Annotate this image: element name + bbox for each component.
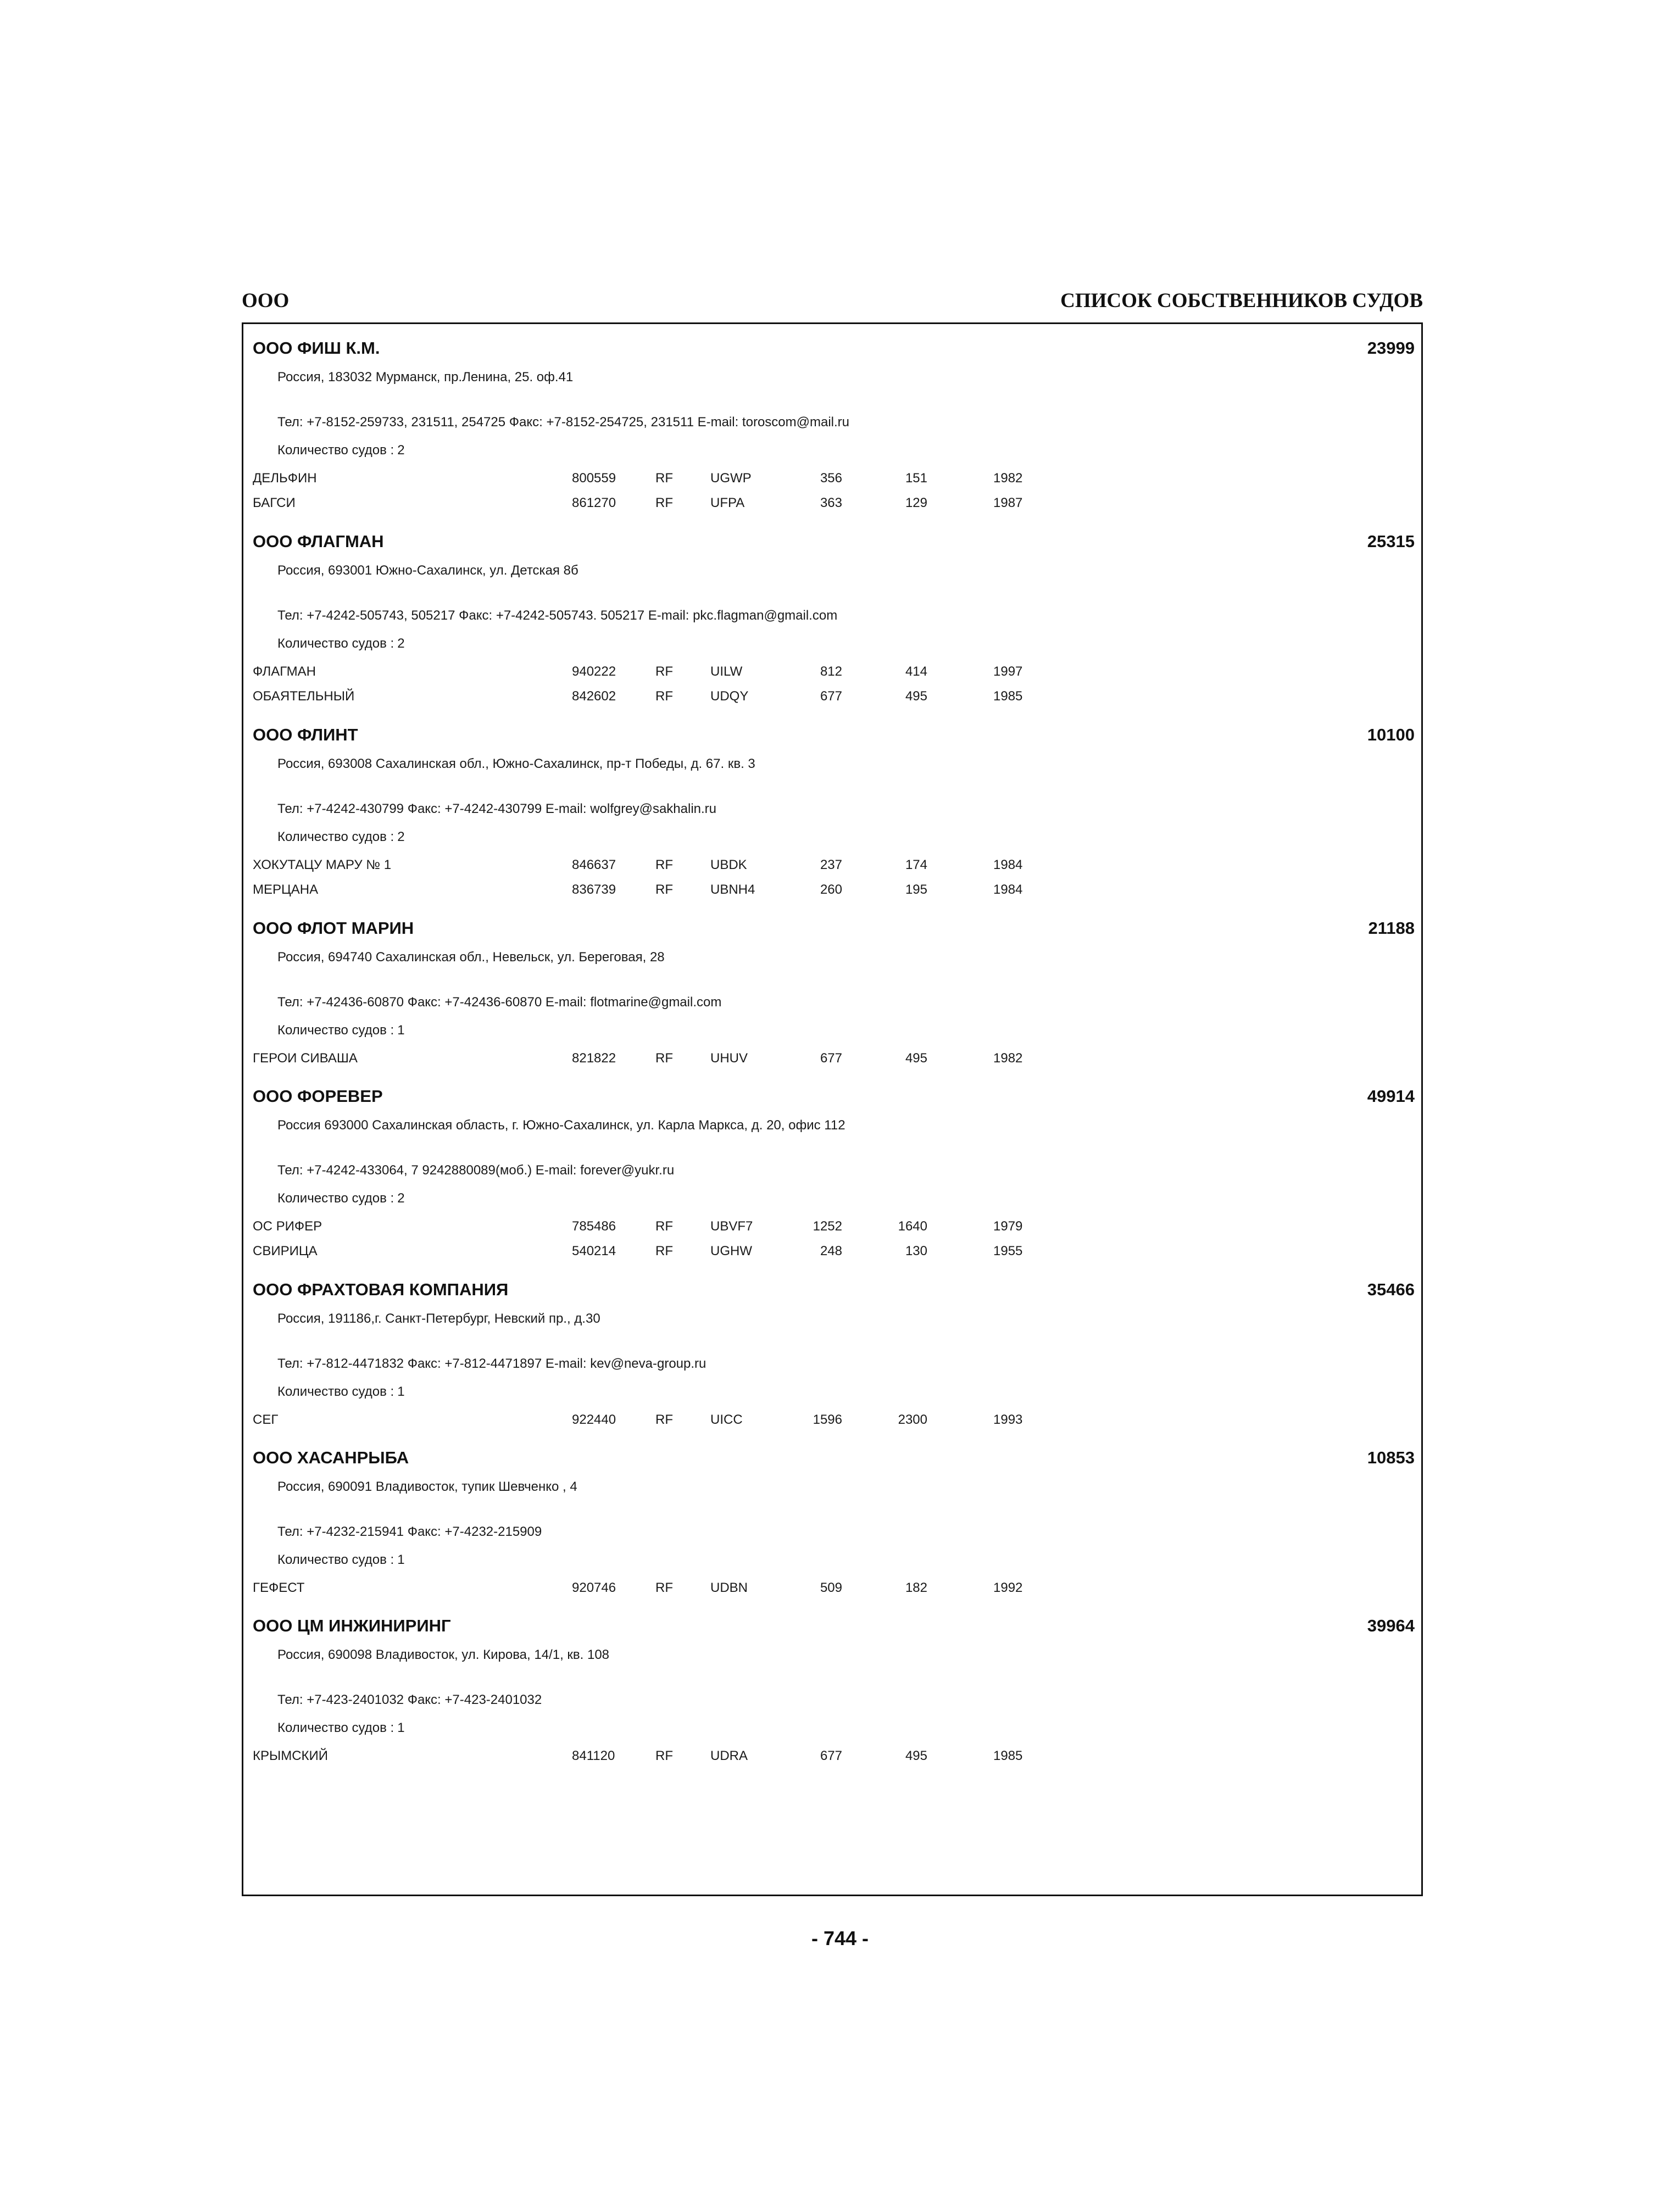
vessel-build-year: 1979 (993, 1219, 1023, 1234)
vessel-gross-tonnage: 677 (820, 1748, 842, 1763)
vessel-count-value: 2 (397, 636, 405, 651)
vessel-callsign: UDBN (710, 1580, 748, 1595)
vessel-id: 922440 (572, 1412, 616, 1427)
vessel-count (277, 443, 405, 458)
vessel-build-year: 1984 (993, 857, 1023, 872)
company-address: Россия, 690091 Владивосток, тупик Шевченко , 4 (277, 1479, 577, 1494)
vessel-callsign: UGHW (710, 1244, 752, 1258)
vessel-callsign: UFPA (710, 495, 745, 510)
vessel-gross-tonnage: 677 (820, 1051, 842, 1066)
vessel-row (243, 1580, 1421, 1597)
company-contact: Тел: +7-42436-60870 Факс: +7-42436-60870 E-mail: flotmarine@gmail.com (277, 995, 722, 1010)
vessel-name: ГЕРОИ СИВАША (253, 1051, 358, 1066)
vessel-build-year: 1987 (993, 495, 1023, 510)
vessel-deadweight: 2300 (898, 1412, 927, 1427)
vessel-count-value: 1 (397, 1552, 405, 1567)
vessel-gross-tonnage: 363 (820, 495, 842, 510)
vessel-deadweight: 414 (905, 664, 927, 679)
vessel-gross-tonnage: 677 (820, 689, 842, 704)
vessel-count-label: Количество судов : (277, 1191, 394, 1206)
company-name: ООО ФИШ К.М. (253, 338, 380, 358)
vessel-name: МЕРЦАНА (253, 882, 319, 897)
vessel-gross-tonnage: 356 (820, 471, 842, 486)
vessel-flag: RF (655, 857, 673, 872)
vessel-gross-tonnage: 1596 (813, 1412, 842, 1427)
company-name: ООО ФЛИНТ (253, 725, 358, 744)
company-contact: Тел: +7-4242-505743, 505217 Факс: +7-4242-505743. 505217 E-mail: pkc.flagman@gmail.com (277, 608, 838, 623)
vessel-row (243, 1748, 1421, 1765)
vessel-flag: RF (655, 689, 673, 704)
vessel-row (243, 471, 1421, 487)
vessel-row (243, 689, 1421, 705)
company-contact: Тел: +7-4242-433064, 7 9242880089(моб.) E-mail: forever@yukr.ru (277, 1163, 675, 1178)
vessel-flag: RF (655, 1244, 673, 1258)
company-code: 10100 (1367, 725, 1415, 744)
vessel-name: ОС РИФЕР (253, 1219, 322, 1234)
vessel-gross-tonnage: 812 (820, 664, 842, 679)
vessel-count-value: 2 (397, 829, 405, 844)
vessel-callsign: UGWP (710, 471, 752, 486)
vessel-count (277, 1191, 405, 1206)
vessel-flag: RF (655, 1748, 673, 1763)
company-name: ООО ФЛАГМАН (253, 532, 384, 551)
vessel-row (243, 495, 1421, 512)
company-name: ООО ФОРЕВЕР (253, 1087, 383, 1106)
vessel-build-year: 1992 (993, 1580, 1023, 1595)
vessel-row (243, 857, 1421, 874)
vessel-count-label: Количество судов : (277, 1720, 394, 1735)
company-address: Россия 693000 Сахалинская область, г. Южно-Сахалинск, ул. Карла Маркса, д. 20, офис 112 (277, 1118, 845, 1133)
vessel-flag: RF (655, 1051, 673, 1066)
vessel-row (243, 1412, 1421, 1429)
vessel-count-value: 1 (397, 1384, 405, 1399)
vessel-count (277, 829, 405, 845)
company-code: 25315 (1367, 532, 1415, 551)
company-name: ООО ЦМ ИНЖИНИРИНГ (253, 1616, 451, 1635)
vessel-build-year: 1985 (993, 689, 1023, 704)
company-name: ООО ФЛОТ МАРИН (253, 918, 414, 938)
company-address: Россия, 690098 Владивосток, ул. Кирова, 14/1, кв. 108 (277, 1647, 610, 1662)
vessel-name: БАГСИ (253, 495, 296, 510)
company-address: Россия, 191186,г. Санкт-Петербург, Невский пр., д.30 (277, 1311, 600, 1326)
vessel-row (243, 664, 1421, 681)
vessel-id: 800559 (572, 471, 616, 486)
vessel-build-year: 1982 (993, 1051, 1023, 1066)
vessel-deadweight: 151 (905, 471, 927, 486)
vessel-count-label: Количество судов : (277, 1023, 394, 1038)
vessel-count-label: Количество судов : (277, 1552, 394, 1567)
vessel-id: 920746 (572, 1580, 616, 1595)
vessel-callsign: UDQY (710, 689, 749, 704)
vessel-deadweight: 174 (905, 857, 927, 872)
vessel-callsign: UBVF7 (710, 1219, 753, 1234)
vessel-flag: RF (655, 1219, 673, 1234)
vessel-count (277, 1384, 405, 1400)
vessel-gross-tonnage: 260 (820, 882, 842, 897)
company-contact: Тел: +7-4232-215941 Факс: +7-4232-215909 (277, 1524, 542, 1539)
vessel-id: 846637 (572, 857, 616, 872)
vessel-callsign: UBDK (710, 857, 747, 872)
vessel-gross-tonnage: 1252 (813, 1219, 842, 1234)
vessel-callsign: UILW (710, 664, 743, 679)
vessel-flag: RF (655, 471, 673, 486)
vessel-deadweight: 495 (905, 1051, 927, 1066)
vessel-build-year: 1993 (993, 1412, 1023, 1427)
running-head (242, 289, 1423, 322)
company-code: 39964 (1367, 1616, 1415, 1635)
vessel-id: 861270 (572, 495, 616, 510)
vessel-deadweight: 195 (905, 882, 927, 897)
company-address: Россия, 183032 Мурманск, пр.Ленина, 25. оф.41 (277, 370, 574, 385)
company-contact: Тел: +7-8152-259733, 231511, 254725 Факс: +7-8152-254725, 231511 E-mail: toroscom@mail.ru (277, 415, 849, 430)
company-address: Россия, 694740 Сахалинская обл., Невельск, ул. Береговая, 28 (277, 950, 665, 965)
company-address: Россия, 693001 Южно-Сахалинск, ул. Детская 8б (277, 563, 578, 578)
vessel-count (277, 1720, 405, 1736)
vessel-deadweight: 495 (905, 1748, 927, 1763)
vessel-id: 836739 (572, 882, 616, 897)
vessel-build-year: 1982 (993, 471, 1023, 486)
vessel-id: 540214 (572, 1244, 616, 1258)
company-code: 23999 (1367, 338, 1415, 358)
vessel-name: ХОКУТАЦУ МАРУ № 1 (253, 857, 392, 872)
vessel-id: 842602 (572, 689, 616, 704)
vessel-count-label: Количество судов : (277, 829, 394, 844)
vessel-flag: RF (655, 1580, 673, 1595)
vessel-deadweight: 1640 (898, 1219, 927, 1234)
vessel-deadweight: 130 (905, 1244, 927, 1258)
vessel-deadweight: 129 (905, 495, 927, 510)
company-contact: Тел: +7-4242-430799 Факс: +7-4242-430799 E-mail: wolfgrey@sakhalin.ru (277, 801, 717, 816)
vessel-build-year: 1985 (993, 1748, 1023, 1763)
vessel-build-year: 1955 (993, 1244, 1023, 1258)
vessel-count-label: Количество судов : (277, 1384, 394, 1399)
company-name: ООО ХАСАНРЫБА (253, 1448, 409, 1467)
vessel-flag: RF (655, 1412, 673, 1427)
vessel-name: СЕГ (253, 1412, 279, 1427)
vessel-callsign: UHUV (710, 1051, 748, 1066)
vessel-row (243, 1244, 1421, 1260)
vessel-name: ГЕФЕСТ (253, 1580, 305, 1595)
company-address: Россия, 693008 Сахалинская обл., Южно-Сахалинск, пр-т Победы, д. 67. кв. 3 (277, 756, 755, 771)
vessel-name: ФЛАГМАН (253, 664, 316, 679)
vessel-id: 785486 (572, 1219, 616, 1234)
vessel-name: ДЕЛЬФИН (253, 471, 317, 486)
company-code: 49914 (1367, 1087, 1415, 1106)
company-code: 35466 (1367, 1280, 1415, 1299)
vessel-flag: RF (655, 495, 673, 510)
document-title: СПИСОК СОБСТВЕННИКОВ СУДОВ (1060, 289, 1423, 312)
vessel-callsign: UICC (710, 1412, 743, 1427)
vessel-row (243, 1219, 1421, 1235)
vessel-callsign: UDRA (710, 1748, 748, 1763)
section-heading: ООО (242, 289, 290, 312)
vessel-id: 821822 (572, 1051, 616, 1066)
vessel-name: ОБАЯТЕЛЬНЫЙ (253, 689, 355, 704)
vessel-deadweight: 495 (905, 689, 927, 704)
company-code: 21188 (1368, 918, 1415, 938)
vessel-build-year: 1984 (993, 882, 1023, 897)
vessel-count (277, 1023, 405, 1038)
vessel-flag: RF (655, 664, 673, 679)
vessel-flag: RF (655, 882, 673, 897)
company-contact: Тел: +7-812-4471832 Факс: +7-812-4471897 E-mail: kev@neva-group.ru (277, 1356, 707, 1371)
vessel-callsign: UBNH4 (710, 882, 755, 897)
vessel-count (277, 1552, 405, 1568)
vessel-count-value: 1 (397, 1023, 405, 1038)
vessel-row (243, 1051, 1421, 1067)
vessel-count-value: 1 (397, 1720, 405, 1735)
vessel-deadweight: 182 (905, 1580, 927, 1595)
company-contact: Тел: +7-423-2401032 Факс: +7-423-2401032 (277, 1692, 542, 1707)
vessel-name: КРЫМСКИЙ (253, 1748, 329, 1763)
page-number: - 744 - (811, 1927, 869, 1949)
vessel-gross-tonnage: 509 (820, 1580, 842, 1595)
company-name: ООО ФРАХТОВАЯ КОМПАНИЯ (253, 1280, 509, 1299)
vessel-count-value: 2 (397, 1191, 405, 1206)
vessel-name: СВИРИЦА (253, 1244, 318, 1258)
vessel-gross-tonnage: 248 (820, 1244, 842, 1258)
vessel-id: 841120 (572, 1748, 615, 1763)
vessel-gross-tonnage: 237 (820, 857, 842, 872)
vessel-count-value: 2 (397, 443, 405, 458)
vessel-build-year: 1997 (993, 664, 1023, 679)
vessel-id: 940222 (572, 664, 616, 679)
company-code: 10853 (1367, 1448, 1415, 1467)
vessel-count (277, 636, 405, 651)
vessel-count-label: Количество судов : (277, 636, 394, 651)
vessel-count-label: Количество судов : (277, 443, 394, 458)
registry-frame (242, 322, 1423, 1896)
vessel-row (243, 882, 1421, 899)
